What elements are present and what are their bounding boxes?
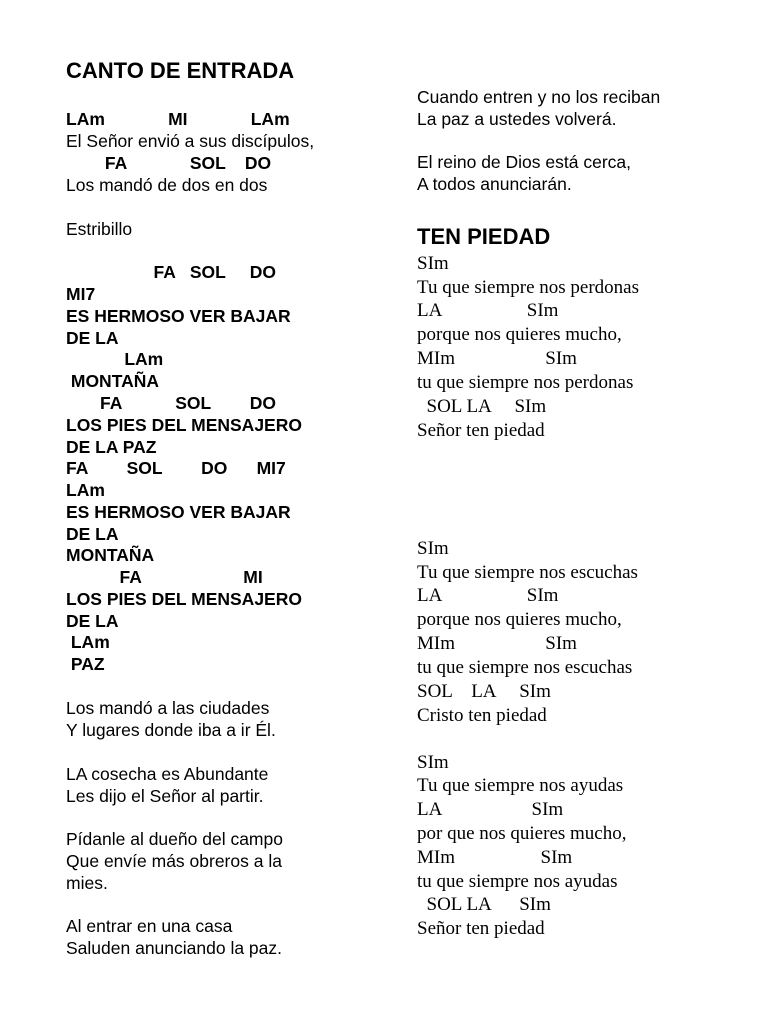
lyric-line: A todos anunciarán. [417, 174, 572, 194]
lyric-line: mies. [66, 873, 108, 893]
lyric-line: Cuando entren y no los reciban [417, 87, 661, 107]
chord-line: SOL LA SIm [417, 894, 551, 915]
chord-line: LA SIm [417, 585, 559, 606]
lyric-line: Les dijo el Señor al partir. [66, 786, 264, 806]
lyric-line: La paz a ustedes volverá. [417, 109, 617, 129]
lyric-line: Tu que siempre nos ayudas [417, 775, 624, 796]
title-canto-de-entrada: CANTO DE ENTRADA [66, 58, 295, 83]
lyric-line: El reino de Dios está cerca, [417, 152, 631, 172]
chord-line: LAm [66, 480, 105, 500]
chorus-line: DE LA [66, 524, 119, 544]
chorus-line: ES HERMOSO VER BAJAR [66, 502, 291, 522]
chorus-line: DE LA [66, 611, 119, 631]
lyric-line: porque nos quieres mucho, [417, 609, 622, 630]
chord-line: LA SIm [417, 300, 559, 321]
chord-line: FA SOL DO [66, 153, 272, 173]
chord-line: MIm SIm [417, 348, 577, 369]
lyric-line: Al entrar en una casa [66, 916, 233, 936]
lyric-line: Cristo ten piedad [417, 705, 547, 726]
chord-line: SOL LA SIm [417, 681, 551, 702]
chord-line: LAm [66, 632, 110, 652]
chorus-line: PAZ [66, 654, 105, 674]
title-ten-piedad: TEN PIEDAD [417, 224, 551, 249]
chord-line: FA SOL DO [66, 393, 277, 413]
lyric-line: tu que siempre nos perdonas [417, 372, 634, 393]
lyric-line: Los mandó de dos en dos [66, 175, 268, 195]
chorus-line: ES HERMOSO VER BAJAR [66, 306, 291, 326]
lyric-line: LA cosecha es Abundante [66, 764, 269, 784]
chord-line: MIm SIm [417, 633, 577, 654]
chord-line: MI7 [66, 284, 96, 304]
lyric-line: Y lugares donde iba a ir Él. [66, 720, 276, 740]
lyric-line: Que envíe más obreros a la [66, 851, 282, 871]
chord-line: MIm SIm [417, 847, 573, 868]
chorus-line: MONTAÑA [66, 371, 159, 391]
chorus-line: DE LA PAZ [66, 437, 157, 457]
chord-line: SOL LA SIm [417, 396, 547, 417]
chord-line: SIm [417, 538, 449, 559]
lyric-line: Los mandó a las ciudades [66, 698, 270, 718]
lyric-line: Saluden anunciando la paz. [66, 938, 283, 958]
chord-line: LA SIm [417, 799, 564, 820]
lyric-line: Señor ten piedad [417, 918, 545, 939]
lyric-line: Tu que siempre nos perdonas [417, 277, 639, 298]
chord-line: SIm [417, 752, 449, 773]
chord-line: LAm MI LAm [66, 109, 290, 129]
chord-line: SIm [417, 253, 449, 274]
lyric-line: Señor ten piedad [417, 420, 545, 441]
lyric-line: Estribillo [66, 219, 133, 239]
lyric-line: El Señor envió a sus discípulos, [66, 131, 315, 151]
lyric-line: tu que siempre nos ayudas [417, 871, 618, 892]
chord-line: LAm [66, 349, 164, 369]
lyric-line: Tu que siempre nos escuchas [417, 562, 638, 583]
chord-line: FA SOL DO [66, 262, 277, 282]
chorus-line: DE LA [66, 328, 119, 348]
lyric-line: tu que siempre nos escuchas [417, 657, 633, 678]
chorus-line: MONTAÑA [66, 545, 155, 565]
chord-line: FA MI [66, 567, 263, 587]
chorus-line: LOS PIES DEL MENSAJERO [66, 415, 302, 435]
lyric-line: por que nos quieres mucho, [417, 823, 627, 844]
lyric-line: porque nos quieres mucho, [417, 324, 622, 345]
lyric-line: Pídanle al dueño del campo [66, 829, 283, 849]
chorus-line: LOS PIES DEL MENSAJERO [66, 589, 302, 609]
chord-line: FA SOL DO MI7 [66, 458, 286, 478]
